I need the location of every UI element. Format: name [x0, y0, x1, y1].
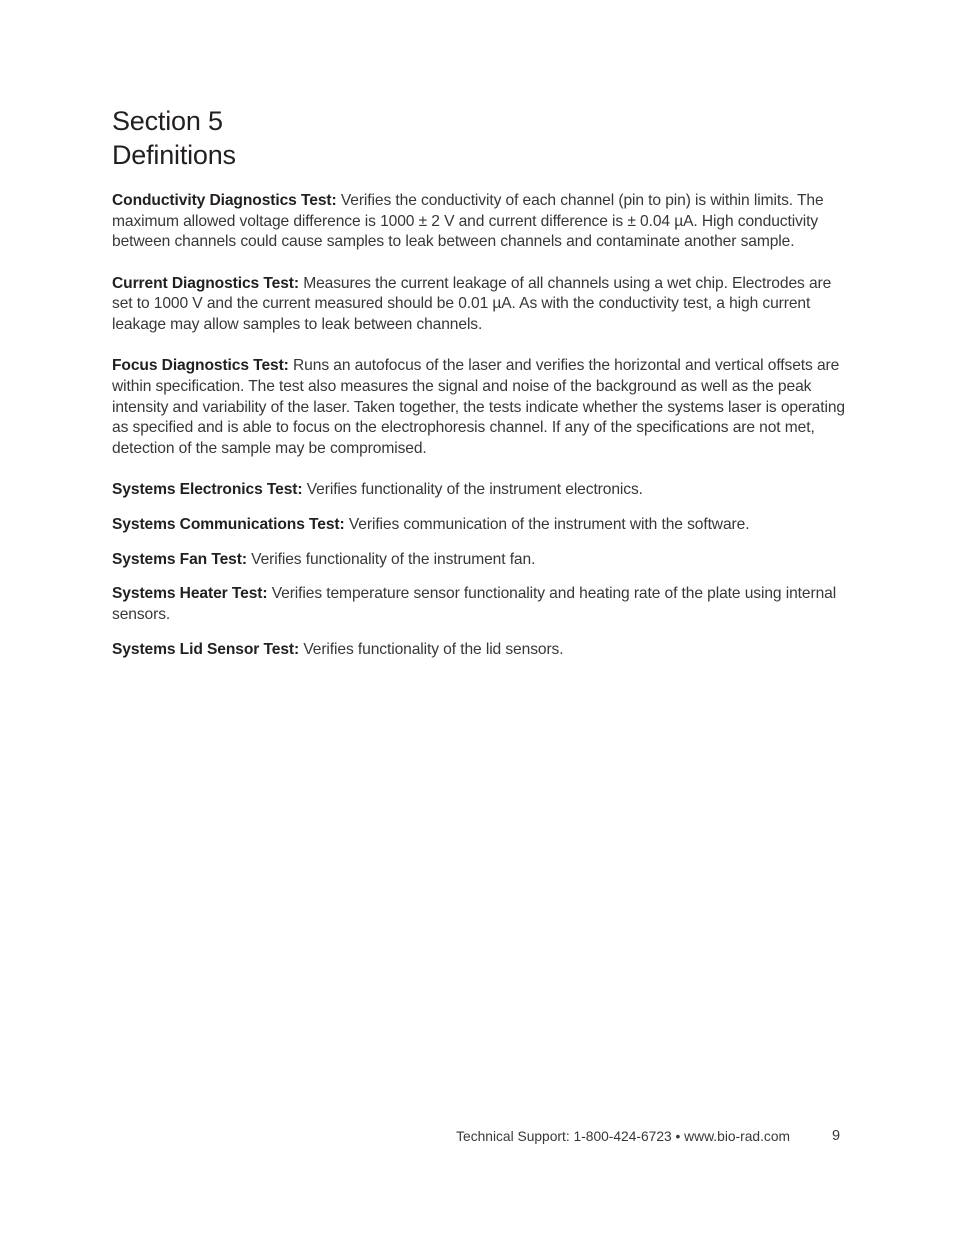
- definition-term: Systems Heater Test:: [112, 585, 268, 603]
- footer-technical-support: Technical Support: 1-800-424-6723 • www.bio-rad.com: [456, 1129, 790, 1144]
- definition-description: Runs an autofocus of the laser and verifies the horizontal and vertical offsets are within specification. The test also measures the signal and noise of the background as well as the peak intensity and variability of the laser. Taken together, the tests indicate whether the systems laser is operating as specified and is able to focus on the electrophoresis channel. If any of the specifications are not met, detection of the sample may be compromised.: [112, 357, 845, 458]
- definition-description: Verifies functionality of the instrument fan.: [251, 550, 536, 568]
- definition-term: Systems Lid Sensor Test:: [112, 640, 300, 658]
- definition-term: Systems Fan Test:: [112, 550, 247, 568]
- definition-systems-communications-test: [112, 515, 852, 536]
- definition-systems-lid-sensor-test: [112, 640, 852, 661]
- definition-description: Verifies communication of the instrument with the software.: [348, 515, 750, 533]
- definition-description: Measures the current leakage of all channels using a wet chip. Electrodes are set to 1000 V and the current measured should be 0.01 µA. As with the conductivity test, a high current leakage may allow samples to leak between channels.: [112, 274, 832, 334]
- definition-description: Verifies functionality of the lid sensors.: [303, 640, 564, 658]
- definition-description: Verifies temperature sensor functionality and heating rate of the plate using internal sensors.: [112, 585, 837, 624]
- section-label: Section 5: [112, 106, 223, 136]
- definition-description: Verifies the conductivity of each channel (pin to pin) is within limits. The maximum allowed voltage difference is 1000 ± 2 V and current difference is ± 0.04 µA. High conductivity between channels could cause samples to leak between channels and contaminate another sample.: [112, 192, 824, 251]
- definitions-list: [112, 191, 852, 660]
- page-title: [112, 104, 236, 172]
- page-number: 9: [832, 1128, 841, 1144]
- definition-systems-electronics-test: [112, 480, 852, 501]
- definition-term: Current Diagnostics Test:: [112, 274, 299, 292]
- definition-term: Systems Communications Test:: [112, 515, 345, 533]
- definition-term: Focus Diagnostics Test:: [112, 357, 289, 375]
- definition-term: Conductivity Diagnostics Test:: [112, 192, 337, 209]
- definition-systems-heater-test: [112, 584, 852, 625]
- definition-current-diagnostics-test: [112, 274, 852, 336]
- section-title: Definitions: [112, 140, 236, 170]
- definition-description: Verifies functionality of the instrument electronics.: [306, 481, 643, 499]
- definition-conductivity-diagnostics-test: [112, 191, 852, 253]
- definition-focus-diagnostics-test: [112, 356, 852, 460]
- definition-systems-fan-test: [112, 550, 852, 571]
- definition-term: Systems Electronics Test:: [112, 481, 303, 499]
